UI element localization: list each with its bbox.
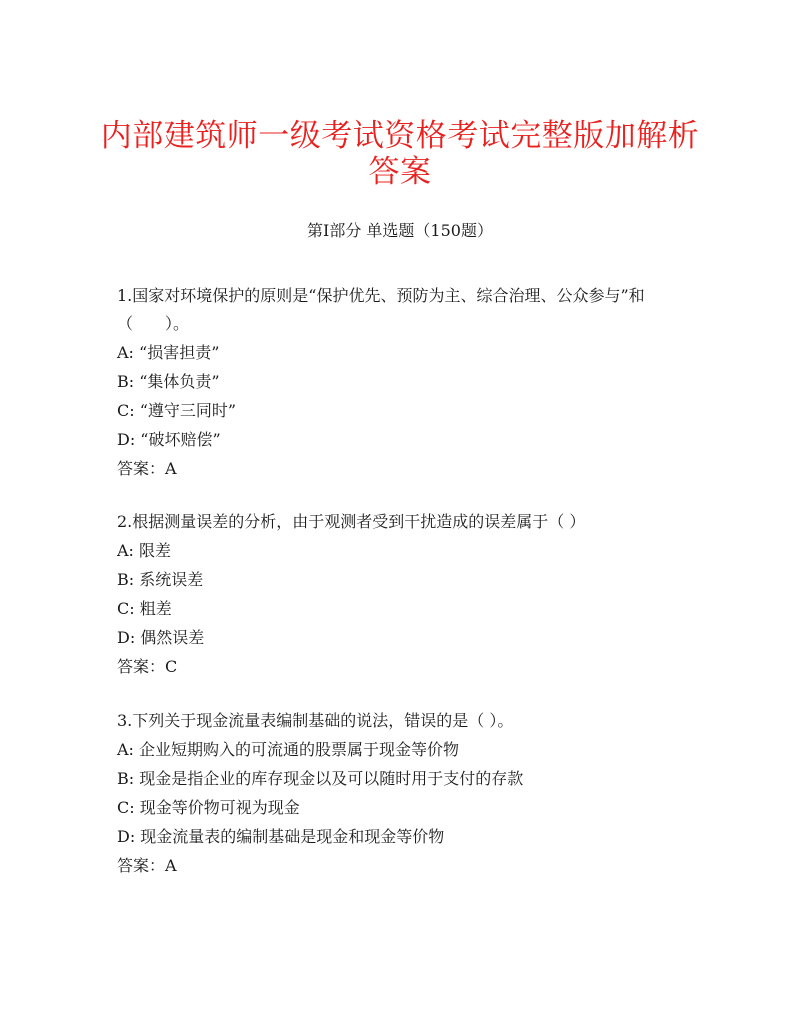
question-3	[117, 707, 692, 880]
option-a: A: 企业短期购入的可流通的股票属于现金等价物	[117, 740, 460, 759]
answer: 答案：C	[117, 657, 178, 676]
answer: 答案：A	[117, 459, 177, 478]
question-stem: 2.根据测量误差的分析，由于观测者受到干扰造成的误差属于（ ）	[117, 512, 586, 531]
option-b: B: 系统误差	[117, 570, 204, 589]
option-b: B: 现金是指企业的库存现金以及可以随时用于支付的存款	[117, 769, 524, 788]
option-c: C: 现金等价物可视为现金	[117, 798, 300, 817]
answer: 答案：A	[117, 856, 177, 875]
question-2	[117, 508, 692, 681]
option-a: A: 限差	[117, 541, 172, 560]
option-b: B: “集体负责”	[117, 372, 220, 391]
question-stem: 1.国家对环境保护的原则是“保护优先、预防为主、综合治理、公众参与”和（ ）。	[117, 286, 645, 333]
option-a: A: “损害担责”	[117, 343, 220, 362]
option-c: C: 粗差	[117, 599, 172, 618]
option-c: C: “遵守三同时”	[117, 401, 237, 420]
document-title: 内部建筑师一级考试资格考试完整版加解析答案	[100, 118, 700, 190]
section-heading: 第I部分 单选题（150题）	[307, 221, 493, 240]
question-1	[117, 282, 692, 483]
option-d: D: 偶然误差	[117, 628, 205, 647]
option-d: D: 现金流量表的编制基础是现金和现金等价物	[117, 827, 445, 846]
question-stem: 3.下列关于现金流量表编制基础的说法，错误的是（ ）。	[117, 711, 514, 730]
option-d: D: “破坏赔偿”	[117, 430, 221, 449]
